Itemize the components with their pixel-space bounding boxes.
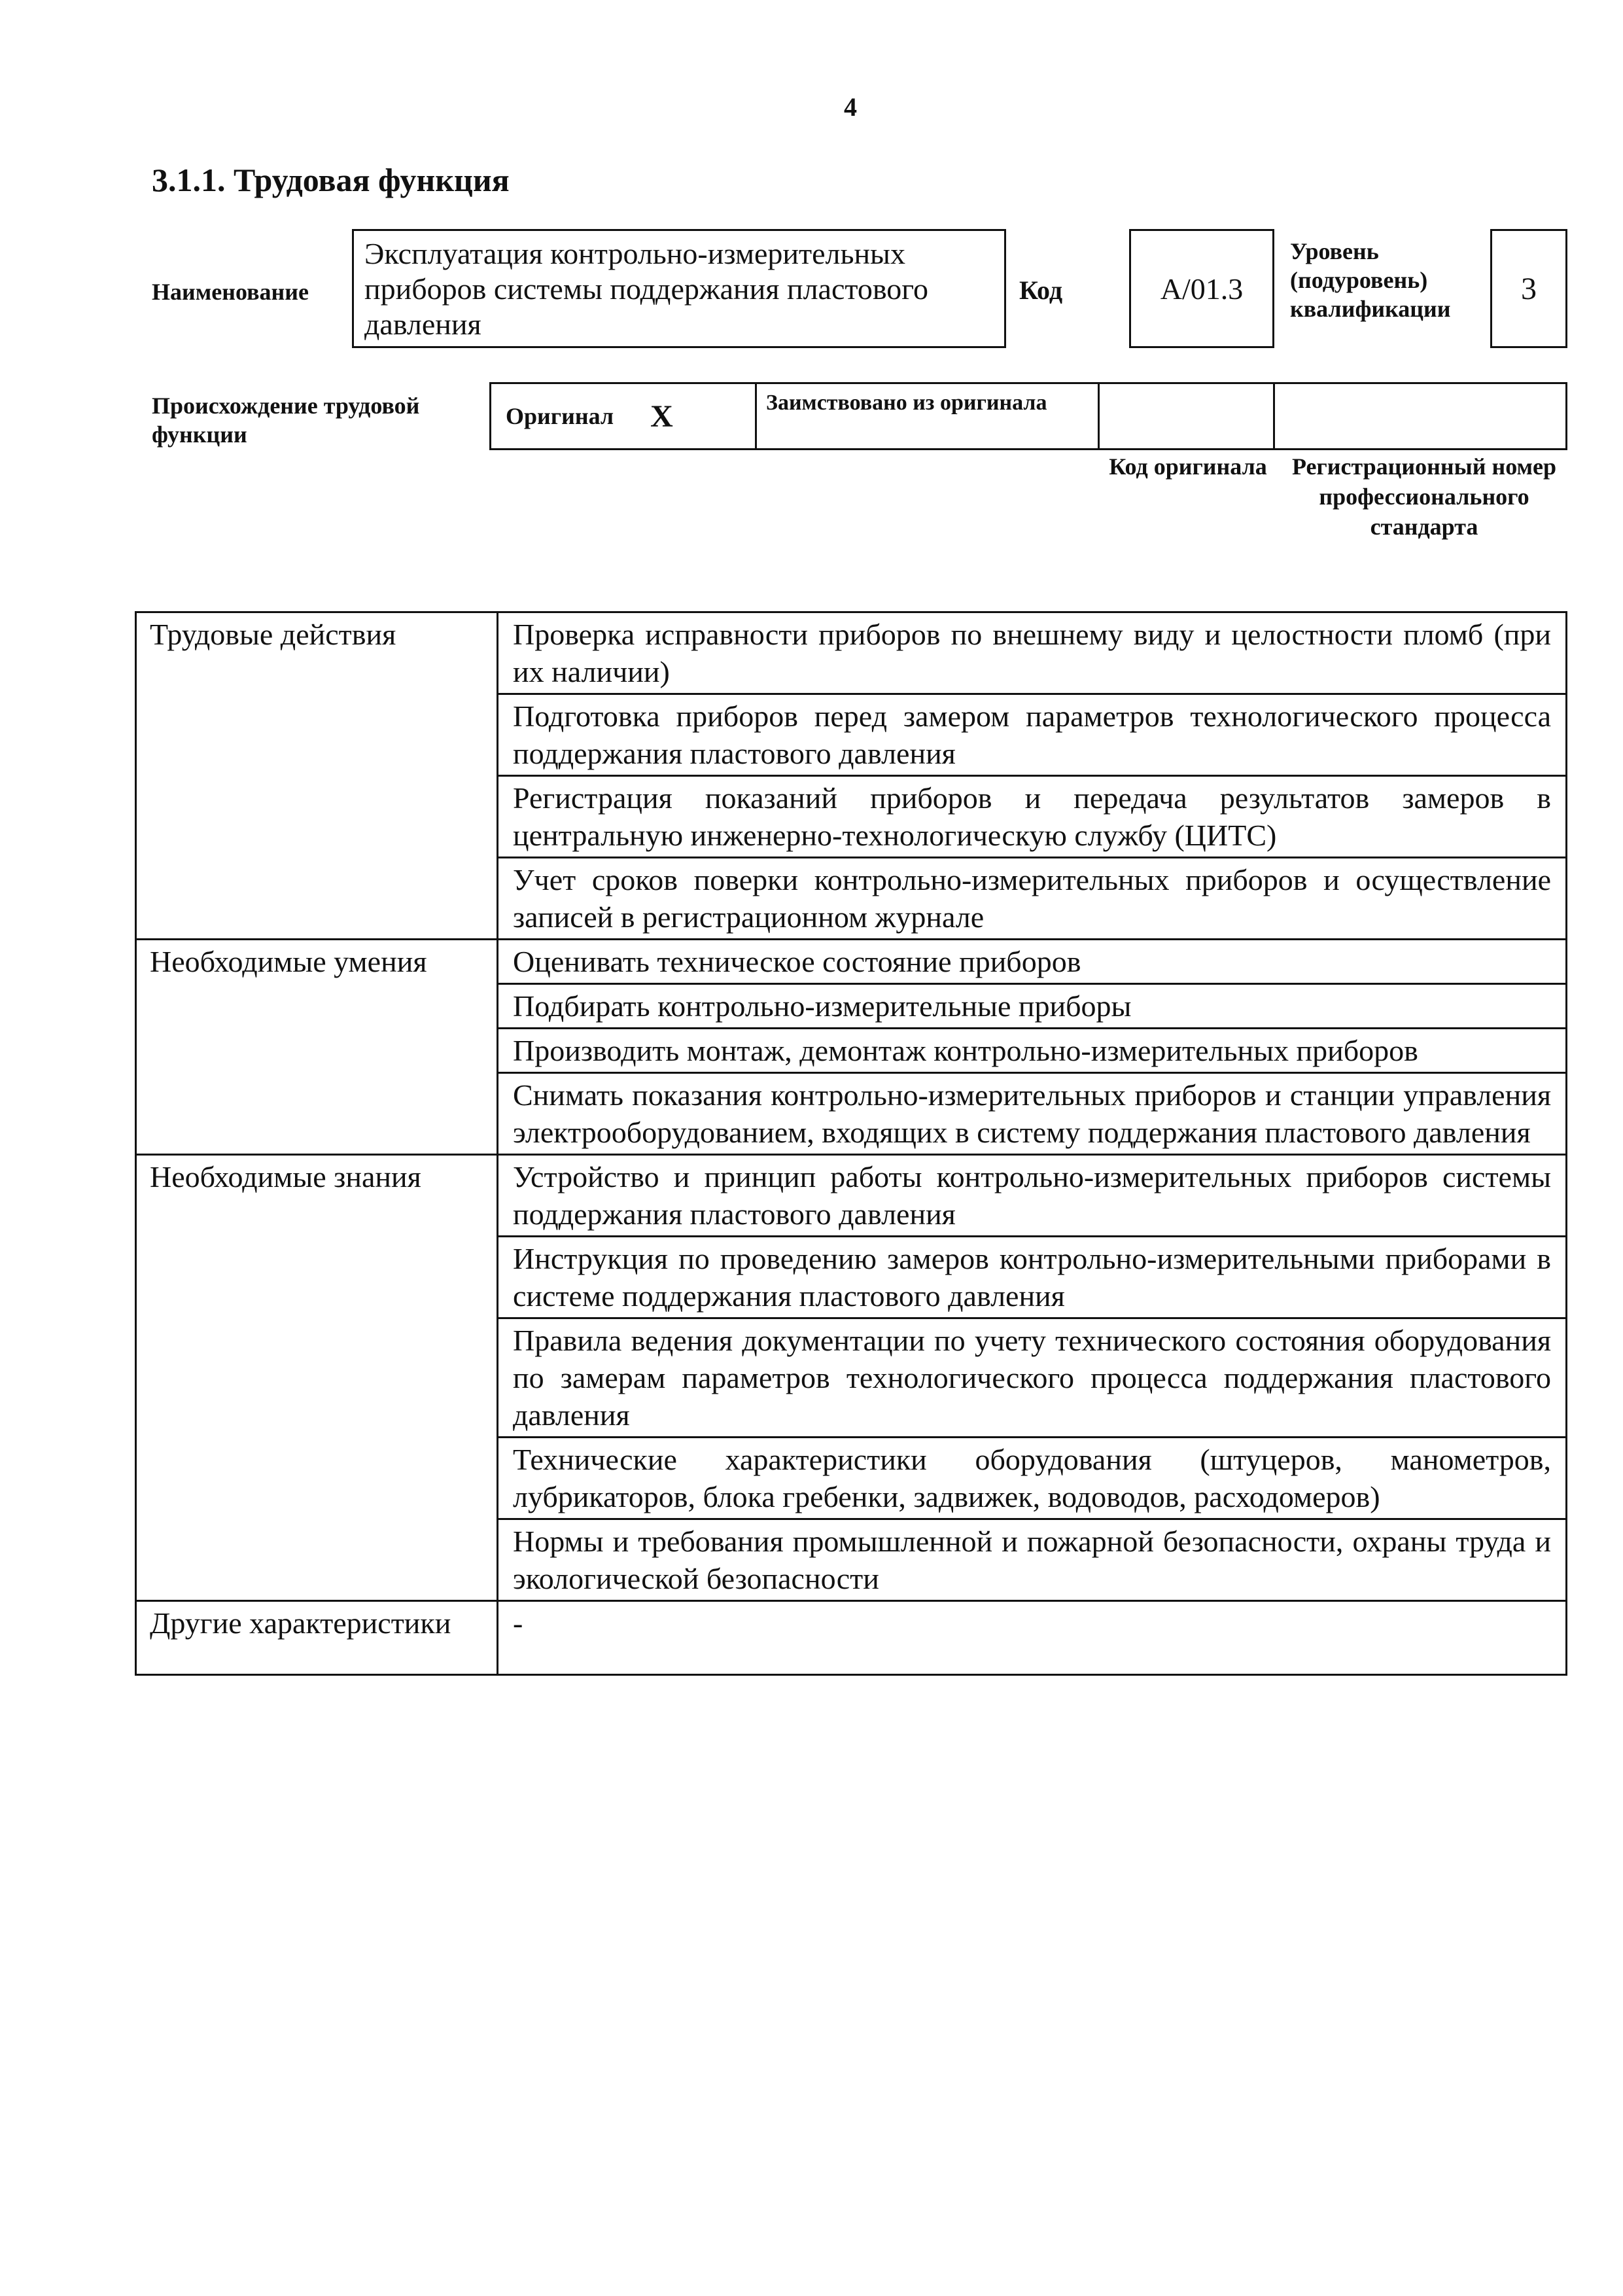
borrowed-label: Заимствовано из оригинала	[757, 384, 1100, 448]
description-cell: Регистрация показаний приборов и передача результатов замеров в центральную инженерно-технологическую службу (ЦИТС)	[498, 776, 1567, 858]
description-cell: Подготовка приборов перед замером параметров технологического процесса поддержания пластового давления	[498, 694, 1567, 776]
description-cell: Оценивать техническое состояние приборов	[498, 940, 1567, 984]
description-cell: Правила ведения документации по учету технического состояния оборудования по замерам параметров технологического процесса поддержания пластового давления	[498, 1318, 1567, 1438]
category-cell: Необходимые умения	[136, 940, 498, 1155]
category-cell: Трудовые действия	[136, 612, 498, 940]
original-label: Оригинал	[506, 403, 614, 429]
origin-reg-cell	[1275, 384, 1565, 448]
description-cell: Проверка исправности приборов по внешнему виду и целостности пломб (при их наличии)	[498, 612, 1567, 694]
table-row	[136, 1601, 1567, 1675]
page-number: 4	[844, 92, 857, 122]
level-value: 3	[1521, 271, 1537, 306]
description-cell: Технические характеристики оборудования (штуцеров, манометров, лубрикаторов, блока гребенки, задвижек, водоводов, расходомеров)	[498, 1438, 1567, 1519]
function-table-body	[136, 612, 1567, 1675]
description-cell: Подбирать контрольно-измерительные приборы	[498, 984, 1567, 1029]
description-cell: Учет сроков поверки контрольно-измерительных приборов и осуществление записей в регистрационном журнале	[498, 858, 1567, 940]
origin-label: Происхождение трудовой функции	[152, 393, 420, 448]
level-label: Уровень (подуровень) квалификации	[1290, 238, 1451, 322]
function-table	[135, 611, 1567, 1676]
code-value: A/01.3	[1160, 272, 1244, 306]
origin-table	[489, 382, 1567, 450]
table-row	[136, 940, 1567, 984]
table-row	[136, 1155, 1567, 1237]
category-cell: Необходимые знания	[136, 1155, 498, 1601]
code-label: Код	[1019, 275, 1063, 305]
description-cell: Нормы и требования промышленной и пожарной безопасности, охраны труда и экологической безопасности	[498, 1519, 1567, 1601]
description-cell: Производить монтаж, демонтаж контрольно-измерительных приборов	[498, 1029, 1567, 1073]
original-mark: X	[650, 398, 673, 434]
function-name-box: Эксплуатация контрольно-измерительных приборов системы поддержания пластового давления	[352, 229, 1006, 348]
description-cell: Инструкция по проведению замеров контрольно-измерительными приборами в системе поддержания пластового давления	[498, 1237, 1567, 1318]
table-row	[136, 612, 1567, 694]
reg-number-caption: Регистрационный номер профессионального стандарта	[1291, 453, 1557, 540]
code-caption: Код оригинала	[1109, 453, 1267, 480]
name-label: Наименование	[152, 279, 309, 305]
code-value-box	[1129, 229, 1274, 348]
category-cell: Другие характеристики	[136, 1601, 498, 1675]
description-cell: -	[498, 1601, 1567, 1675]
section-title: 3.1.1. Трудовая функция	[152, 162, 510, 198]
description-cell: Устройство и принцип работы контрольно-измерительных приборов системы поддержания пластового давления	[498, 1155, 1567, 1237]
level-value-box	[1490, 229, 1567, 348]
description-cell: Снимать показания контрольно-измерительных приборов и станции управления электрооборудованием, входящих в систему поддержания пластового давления	[498, 1073, 1567, 1155]
origin-code-cell	[1100, 384, 1275, 448]
origin-original-cell	[491, 384, 757, 448]
